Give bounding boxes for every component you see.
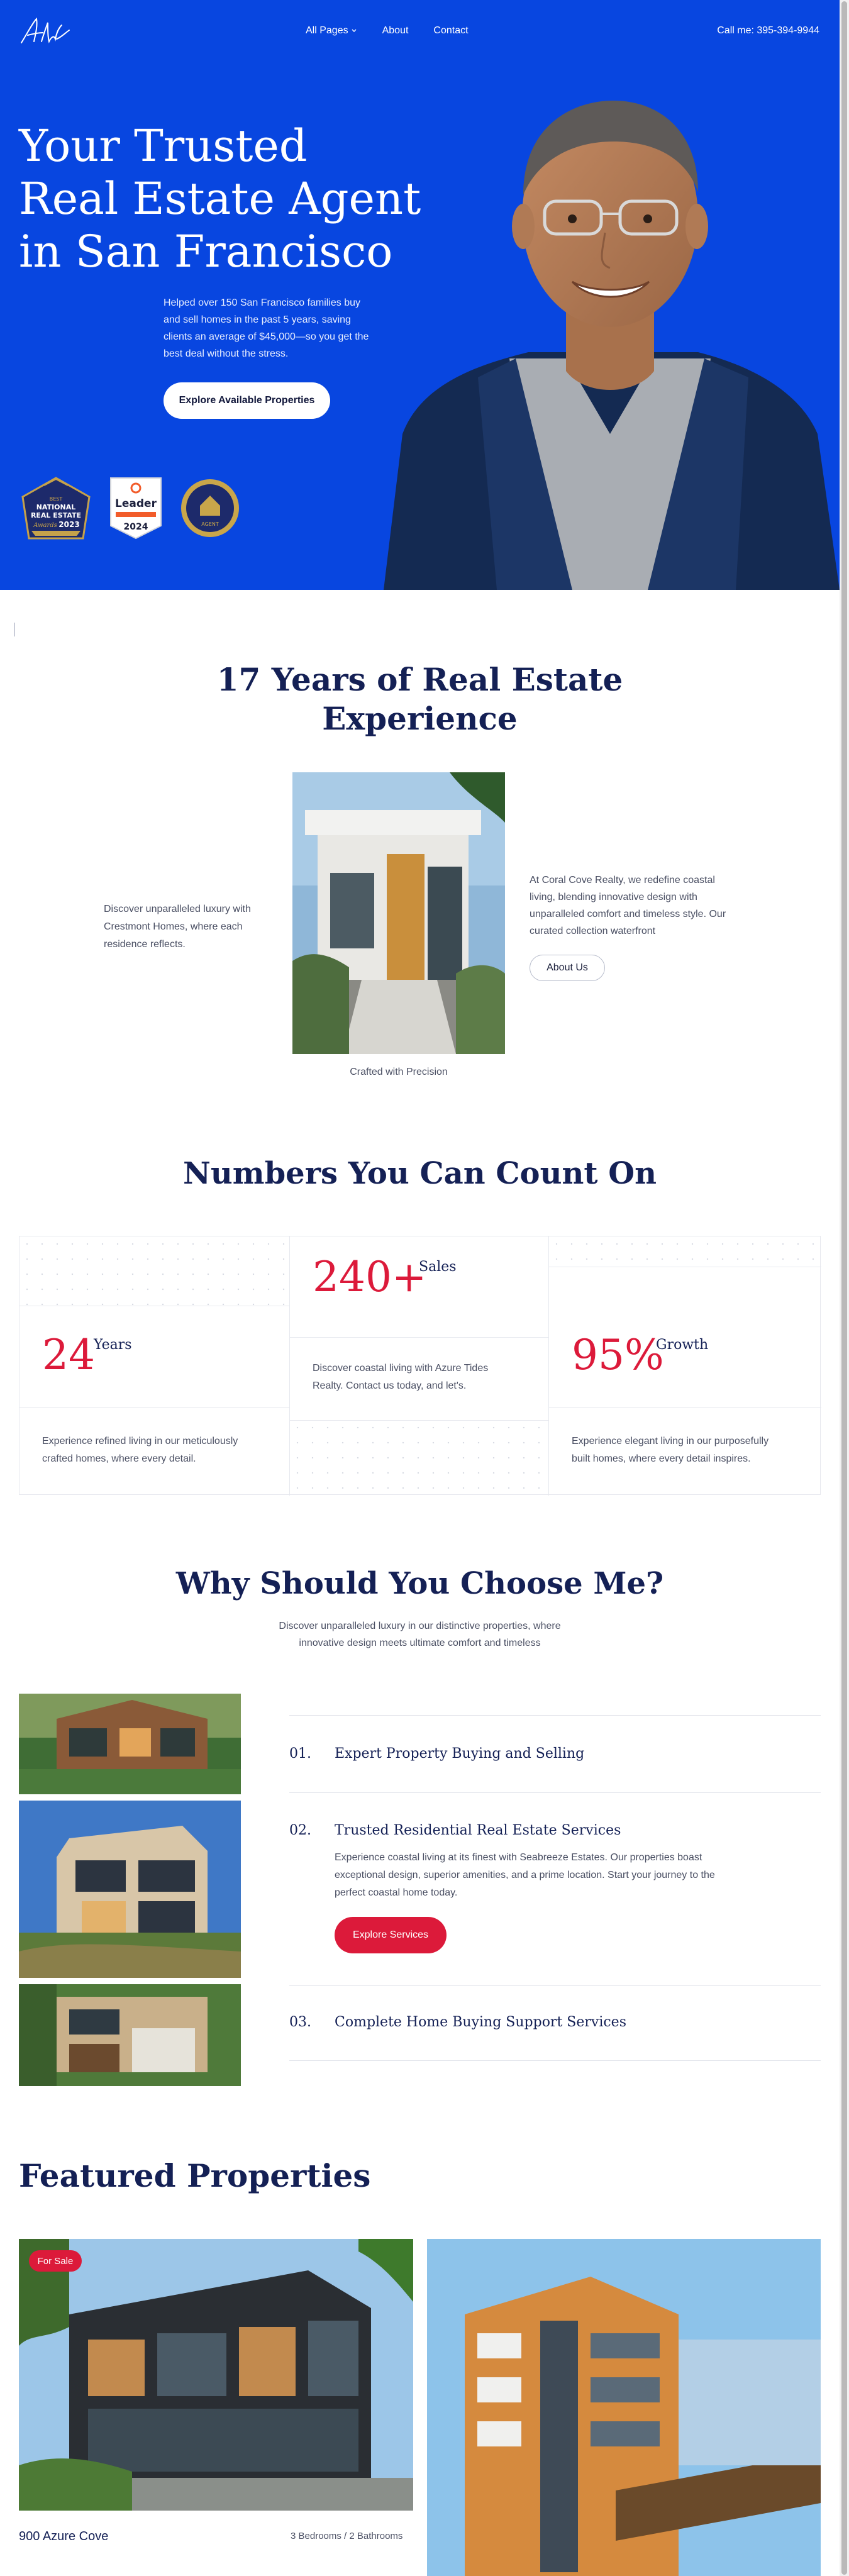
why-item-expert-buying-selling[interactable]: Expert Property Buying and Selling	[335, 1746, 585, 1762]
about-us-button[interactable]: About Us	[530, 955, 605, 981]
hero-title	[19, 119, 421, 278]
why-subtitle-line: Discover unparalleled luxury in our distinctive properties, where	[279, 1621, 561, 1631]
experience-title	[0, 660, 840, 738]
property-name[interactable]: 900 Azure Cove	[19, 2529, 109, 2543]
stat-suffix: Growth	[656, 1337, 709, 1353]
divider	[549, 1407, 821, 1408]
why-subtitle	[0, 1618, 840, 1652]
hero-title-line: Your Trusted	[19, 120, 308, 172]
explore-properties-button[interactable]: Explore Available Properties	[164, 382, 330, 419]
hero-title-line: in San Francisco	[19, 226, 393, 277]
why-item-description: Experience coastal living at its finest with Seabreeze Estates. Our properties boast exceptional design, superior amenities, and a prime location. Start your journey to the perfect coastal home today.	[335, 1852, 715, 1898]
nav-item-about[interactable]: About	[382, 25, 409, 36]
divider	[289, 1715, 821, 1716]
stat-text: Experience elegant living in our purposefully built homes, where every detail inspires.	[572, 1436, 769, 1464]
nav-item-contact[interactable]: Contact	[433, 25, 469, 36]
divider	[19, 1407, 289, 1408]
modern-house-entrance-image	[292, 772, 505, 1054]
stat-card	[19, 1236, 290, 1496]
stat-text: Discover coastal living with Azure Tides Realty. Contact us today, and let's.	[313, 1363, 489, 1391]
hero-description: Helped over 150 San Francisco families buy and sell homes in the past 5 years, saving clients an average of $45,000—so you get the best deal without the stress.	[164, 297, 369, 359]
divider	[289, 2060, 821, 2061]
scrollbar-thumb[interactable]	[841, 1, 847, 2575]
svg-text:Awards: Awards	[33, 522, 57, 529]
stat-value: 240+	[313, 1253, 427, 1301]
svg-text:NATIONAL: NATIONAL	[36, 503, 76, 511]
signature-logo-icon[interactable]	[19, 14, 72, 49]
stat-suffix: Sales	[419, 1259, 457, 1275]
divider	[289, 1792, 821, 1793]
why-item-number: 02.	[289, 1823, 311, 1838]
experience-left-text: Discover unparalleled luxury with Crestmont Homes, where each residence reflects.	[104, 904, 251, 950]
svg-text:2024: 2024	[123, 522, 148, 532]
svg-text:Leader: Leader	[115, 497, 157, 510]
why-item-trusted-residential-services[interactable]: Trusted Residential Real Estate Services	[335, 1823, 621, 1838]
main-nav	[306, 25, 469, 36]
stat-card	[290, 1236, 549, 1496]
call-link[interactable]: Call me: 395-394-9944	[717, 25, 819, 36]
national-real-estate-award-badge-icon	[19, 475, 93, 541]
stat-suffix: Years	[94, 1337, 132, 1353]
divider	[290, 1337, 548, 1338]
nav-label: All Pages	[306, 25, 348, 36]
agent-seal-badge-icon	[179, 477, 241, 540]
for-sale-badge: For Sale	[29, 2250, 82, 2272]
why-item-number: 03.	[289, 2014, 311, 2030]
why-title: Why Should You Choose Me?	[175, 1566, 664, 1601]
stat-card	[549, 1236, 821, 1496]
explore-services-button[interactable]: Explore Services	[335, 1917, 447, 1953]
featured-title: Featured Properties	[19, 2157, 371, 2194]
award-badges	[19, 475, 241, 541]
stat-text: Experience refined living in our meticulously crafted homes, where every detail.	[42, 1436, 238, 1464]
dot-pattern	[290, 1420, 548, 1496]
experience-title-line: 17 Years of Real Estate	[216, 661, 623, 698]
dot-pattern	[19, 1236, 289, 1306]
experience-image-caption: Crafted with Precision	[350, 1067, 448, 1077]
property-image-900-azure-cove[interactable]	[19, 2239, 413, 2511]
page-scrollbar[interactable]	[840, 0, 849, 2576]
garage-house-image	[19, 1984, 241, 2086]
chevron-down-icon	[351, 28, 357, 34]
modern-two-story-house-image	[19, 1801, 241, 1978]
svg-text:BEST: BEST	[49, 496, 63, 502]
stats-grid	[19, 1236, 821, 1495]
nav-item-all-pages[interactable]	[306, 25, 357, 36]
wooden-house-image	[19, 1694, 241, 1794]
numbers-title: Numbers You Can Count On	[183, 1156, 657, 1191]
hero-title-line: Real Estate Agent	[19, 173, 421, 225]
divider	[289, 1985, 821, 1986]
why-item-number: 01.	[289, 1746, 311, 1762]
leader-2024-badge-icon	[106, 475, 166, 541]
stat-value: 24	[42, 1331, 95, 1379]
svg-text:2023: 2023	[58, 520, 80, 529]
hero-section	[0, 0, 840, 590]
divider-mark	[14, 623, 16, 636]
svg-text:REAL ESTATE: REAL ESTATE	[30, 511, 82, 519]
stat-value: 95%	[572, 1331, 664, 1379]
why-subtitle-line: innovative design meets ultimate comfort and timeless	[299, 1638, 541, 1648]
svg-text:AGENT: AGENT	[201, 521, 219, 527]
property-image-apartment-building[interactable]	[427, 2239, 821, 2576]
why-item-home-buying-support[interactable]: Complete Home Buying Support Services	[335, 2014, 626, 2030]
dot-pattern	[549, 1236, 821, 1267]
property-meta: 3 Bedrooms / 2 Bathrooms	[291, 2531, 403, 2541]
experience-title-line: Experience	[322, 700, 518, 737]
experience-right-text: At Coral Cove Realty, we redefine coastal living, blending innovative design with unparalleled comfort and timeless style. Our curated collection waterfront	[530, 875, 726, 936]
agent-portrait-image	[384, 82, 840, 590]
